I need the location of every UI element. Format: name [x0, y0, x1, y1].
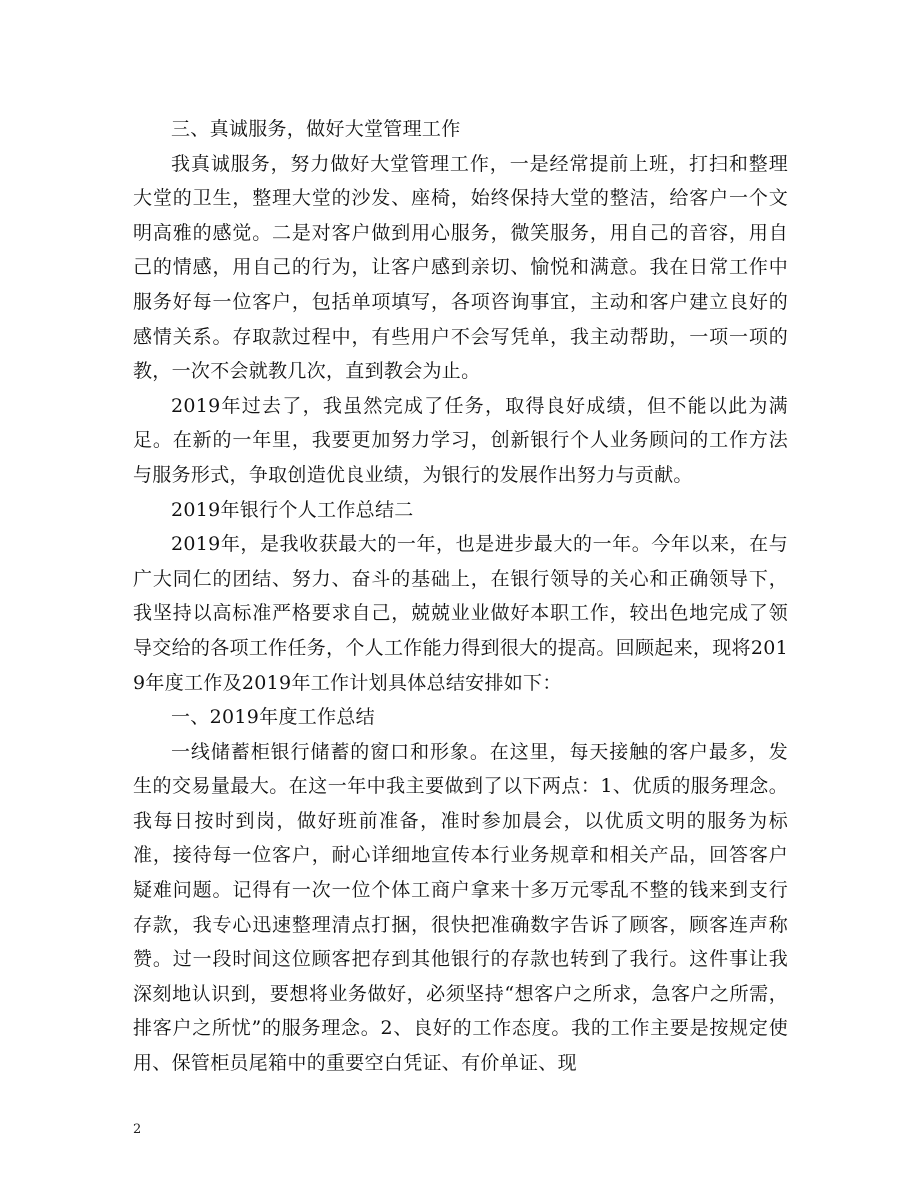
section-heading-annual-summary: 一、2019年度工作总结: [171, 706, 375, 729]
paragraph-teller-service: 一线储蓄柜银行储蓄的窗口和形象。在这里，每天接触的客户最多，发生的交易量最大。在这一年中我主要做到了以下两点：1、优质的服务理念。我每日按时到岗，做好班前准备，准时参加晨会，以优质文明的服务为标准，接待每一位客户，耐心详细地宣传本行业务规章和相关产品，回答客户疑难问题。记得有一次一位个体工商户拿来十多万元零乱不整的钱来到支行存款，我专心迅速整理清点打捆，很快把准确数字告诉了顾客，顾客连声称赞。过一段时间这位顾客把存到其他银行的存款也转到了我行。这件事让我深刻地认识到，要想将业务做好，必须坚持“想客户之所求，急客户之所需，排客户之所忧”的服务理念。2、良好的工作态度。我的工作主要是按规定使用、保管柜员尾箱中的重要空白凭证、有价单证、现: [133, 740, 788, 1075]
paragraph-year-review: 2019年过去了，我虽然完成了任务，取得良好成绩，但不能以此为满足。在新的一年里，我要更加努力学习，创新银行个人业务顾问的工作方法与服务形式，争取创造优良业绩，为银行的发展作出努力与贡献。: [133, 394, 788, 486]
section-title-summary-two: 2019年银行个人工作总结二: [171, 498, 414, 521]
document-body: [133, 112, 788, 1081]
paragraph-lobby-management: 我真诚服务，努力做好大堂管理工作，一是经常提前上班，打扫和整理大堂的卫生，整理大堂的沙发、座椅，始终保持大堂的整洁，给客户一个文明高雅的感觉。二是对客户做到用心服务，微笑服务，用自己的音容，用自己的情感，用自己的行为，让客户感到亲切、愉悦和满意。我在日常工作中服务好每一位客户，包括单项填写，各项咨询事宜，主动和客户建立良好的感情关系。存取款过程中，有些用户不会写凭单，我主动帮助，一项一项的教，一次不会就教几次，直到教会为止。: [133, 152, 788, 383]
page-number: 2: [133, 1122, 142, 1137]
section-heading-sincere-service: 三、真诚服务，做好大堂管理工作: [171, 118, 461, 140]
paragraph-summary-intro: 2019年，是我收获最大的一年，也是进步最大的一年。今年以来，在与广大同仁的团结、努力、奋斗的基础上，在银行领导的关心和正确领导下，我坚持以高标准严格要求自己，兢兢业业做好本职工作，较出色地完成了领导交给的各项工作任务，个人工作能力得到很大的提高。回顾起来，现将2019年度工作及2019年工作计划具体总结安排如下：: [133, 533, 788, 694]
